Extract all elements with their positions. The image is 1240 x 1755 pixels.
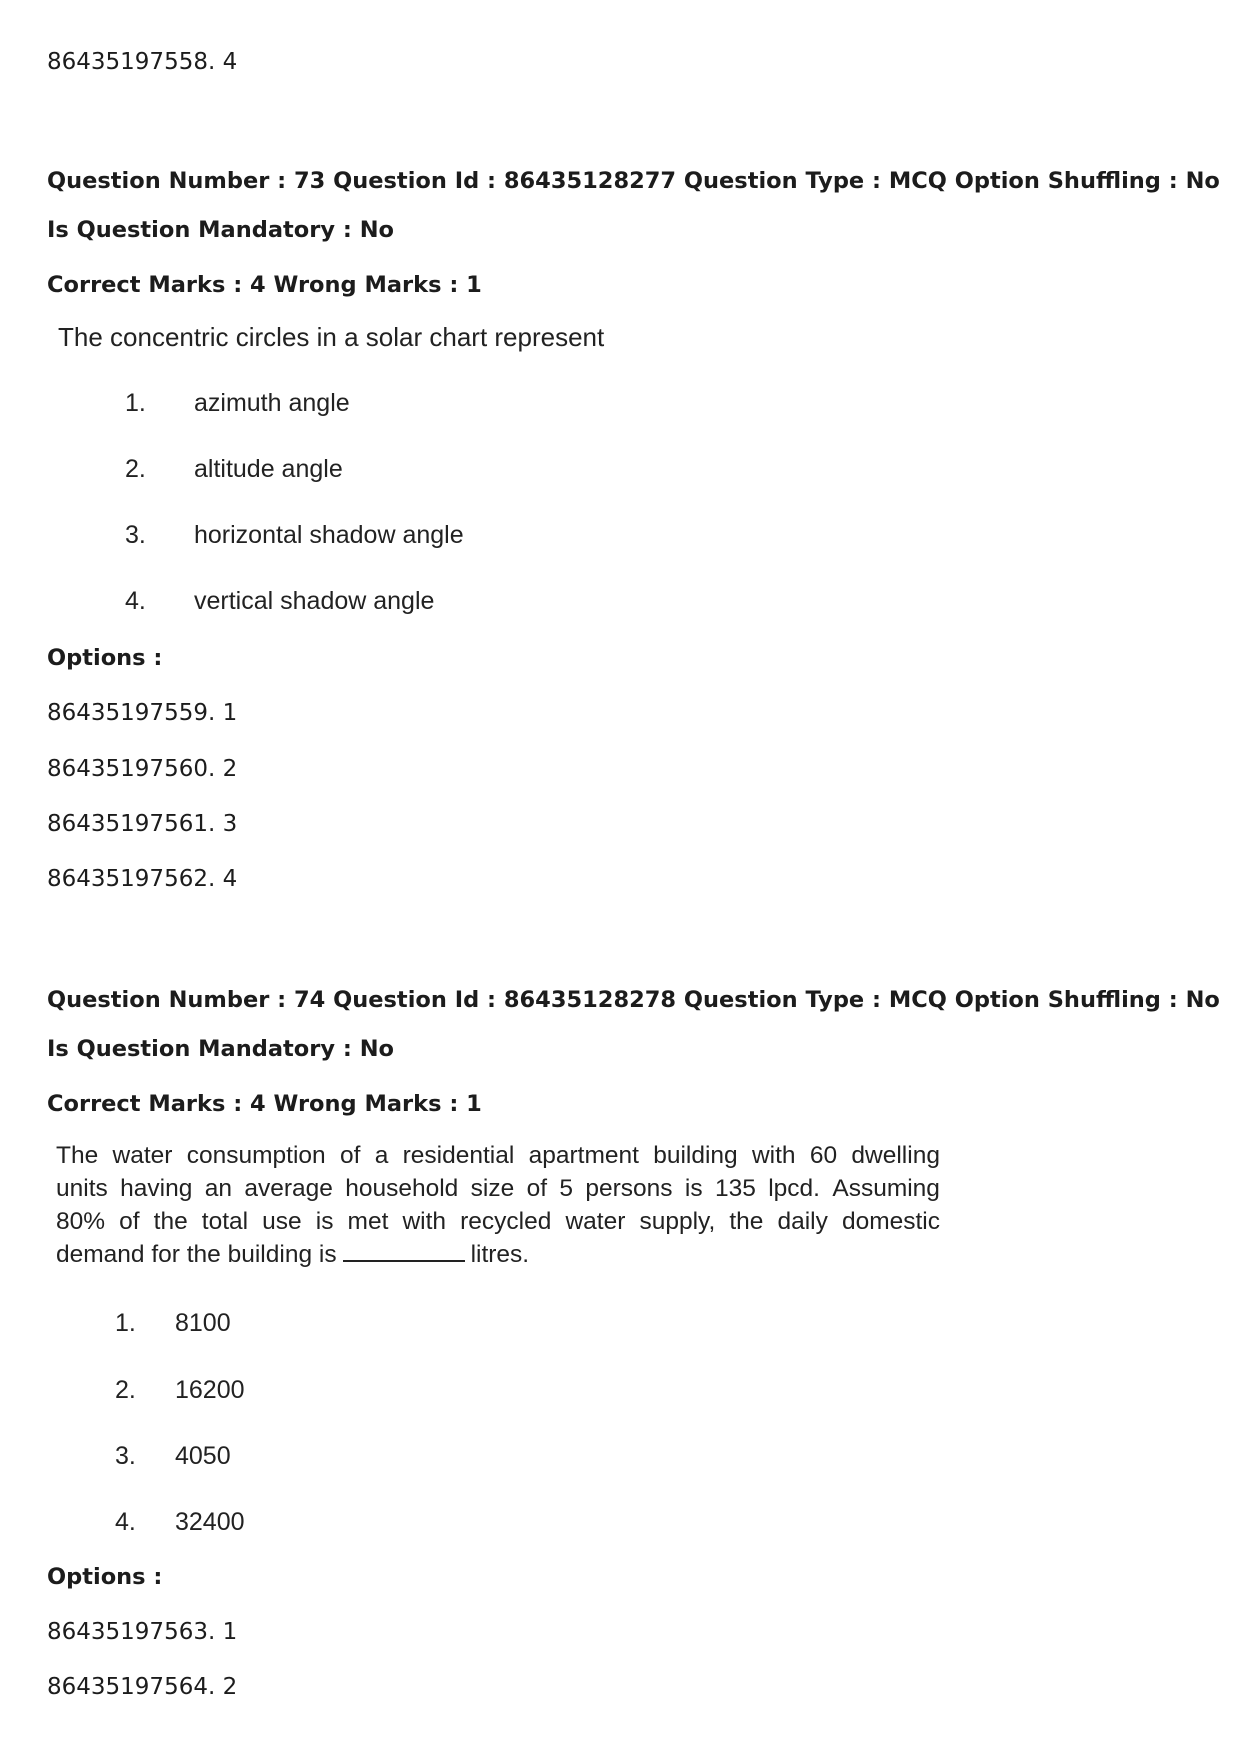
question-word: of [119, 1208, 140, 1235]
question-word: persons [585, 1175, 673, 1202]
q74-option-id: 86435197564. 2 [47, 1674, 238, 1700]
answer-blank [343, 1240, 465, 1262]
question-word: a [374, 1142, 389, 1169]
choice-text: vertical shadow angle [194, 587, 435, 615]
q73-header: Question Number : 73 Question Id : 86435128277 Question Type : MCQ Option Shuffling : No [47, 168, 1220, 194]
q74-mandatory: Is Question Mandatory : No [47, 1036, 394, 1062]
choice-text: altitude angle [194, 455, 343, 483]
q74-marks: Correct Marks : 4 Wrong Marks : 1 [47, 1091, 482, 1117]
q73-marks: Correct Marks : 4 Wrong Marks : 1 [47, 272, 482, 298]
q73-option-id: 86435197559. 1 [47, 700, 238, 726]
choice-number: 4. [115, 1508, 136, 1536]
choice-text: 32400 [175, 1508, 245, 1536]
question-word: supply, [639, 1208, 716, 1235]
q74-options-label: Options : [47, 1564, 163, 1590]
question-word: average [244, 1175, 333, 1202]
q73-question-text: The concentric circles in a solar chart represent [58, 322, 605, 352]
question-word: of [339, 1142, 361, 1169]
q74-question-line-text: demand for the building is [56, 1241, 337, 1268]
question-word: units [56, 1175, 108, 1202]
question-word: domestic [841, 1208, 940, 1235]
choice-number: 4. [125, 587, 146, 615]
question-word: residential [402, 1142, 515, 1169]
question-word: recycled [460, 1208, 552, 1235]
choice-text: 16200 [175, 1376, 245, 1404]
question-word: is [684, 1175, 703, 1202]
choice-number: 1. [125, 389, 146, 417]
question-word: having [120, 1175, 193, 1202]
choice-text: 8100 [175, 1309, 231, 1337]
question-word: the [153, 1208, 188, 1235]
choice-number: 3. [125, 521, 146, 549]
question-word: daily [777, 1208, 828, 1235]
question-word: use [262, 1208, 302, 1235]
q73-option-id: 86435197560. 2 [47, 756, 238, 782]
question-word: lpcd. [768, 1175, 820, 1202]
choice-text: 4050 [175, 1442, 231, 1470]
question-word: dwelling [851, 1142, 940, 1169]
choice-text: horizontal shadow angle [194, 521, 464, 549]
question-word: 80% [56, 1208, 106, 1235]
question-word: consumption [186, 1142, 326, 1169]
question-word: met [347, 1208, 389, 1235]
q73-options-label: Options : [47, 645, 163, 671]
question-word: household [345, 1175, 459, 1202]
q74-question-line [56, 1141, 940, 1171]
choice-number: 1. [115, 1309, 136, 1337]
q73-option-id: 86435197561. 3 [47, 811, 238, 837]
q74-question-line [56, 1207, 940, 1237]
choice-number: 2. [125, 455, 146, 483]
question-word: an [204, 1175, 232, 1202]
question-word: the [729, 1208, 764, 1235]
q74-header: Question Number : 74 Question Id : 86435128278 Question Type : MCQ Option Shuffling : No [47, 987, 1220, 1013]
q74-question-line-text: litres. [470, 1241, 530, 1268]
question-word: Assuming [832, 1175, 940, 1202]
question-word: building [653, 1142, 738, 1169]
choice-number: 2. [115, 1376, 136, 1404]
q73-mandatory: Is Question Mandatory : No [47, 217, 394, 243]
question-word: 60 [809, 1142, 838, 1169]
choice-number: 3. [115, 1442, 136, 1470]
question-word: total [201, 1208, 249, 1235]
question-word: is [315, 1208, 334, 1235]
question-word: water [112, 1142, 173, 1169]
question-word: 135 [714, 1175, 756, 1202]
question-word: The [56, 1142, 99, 1169]
q74-question-line [56, 1174, 940, 1204]
option-id-line: 86435197558. 4 [47, 49, 238, 75]
question-word: water [565, 1208, 626, 1235]
q74-question-image [56, 1141, 946, 1281]
question-word: 5 [559, 1175, 574, 1202]
q73-option-id: 86435197562. 4 [47, 866, 238, 892]
question-word: with [402, 1208, 447, 1235]
choice-text: azimuth angle [194, 389, 350, 417]
question-word: with [751, 1142, 796, 1169]
q74-option-id: 86435197563. 1 [47, 1619, 238, 1645]
question-word: size [470, 1175, 515, 1202]
question-word: of [526, 1175, 548, 1202]
q74-question-line [56, 1240, 529, 1270]
question-word: apartment [528, 1142, 639, 1169]
